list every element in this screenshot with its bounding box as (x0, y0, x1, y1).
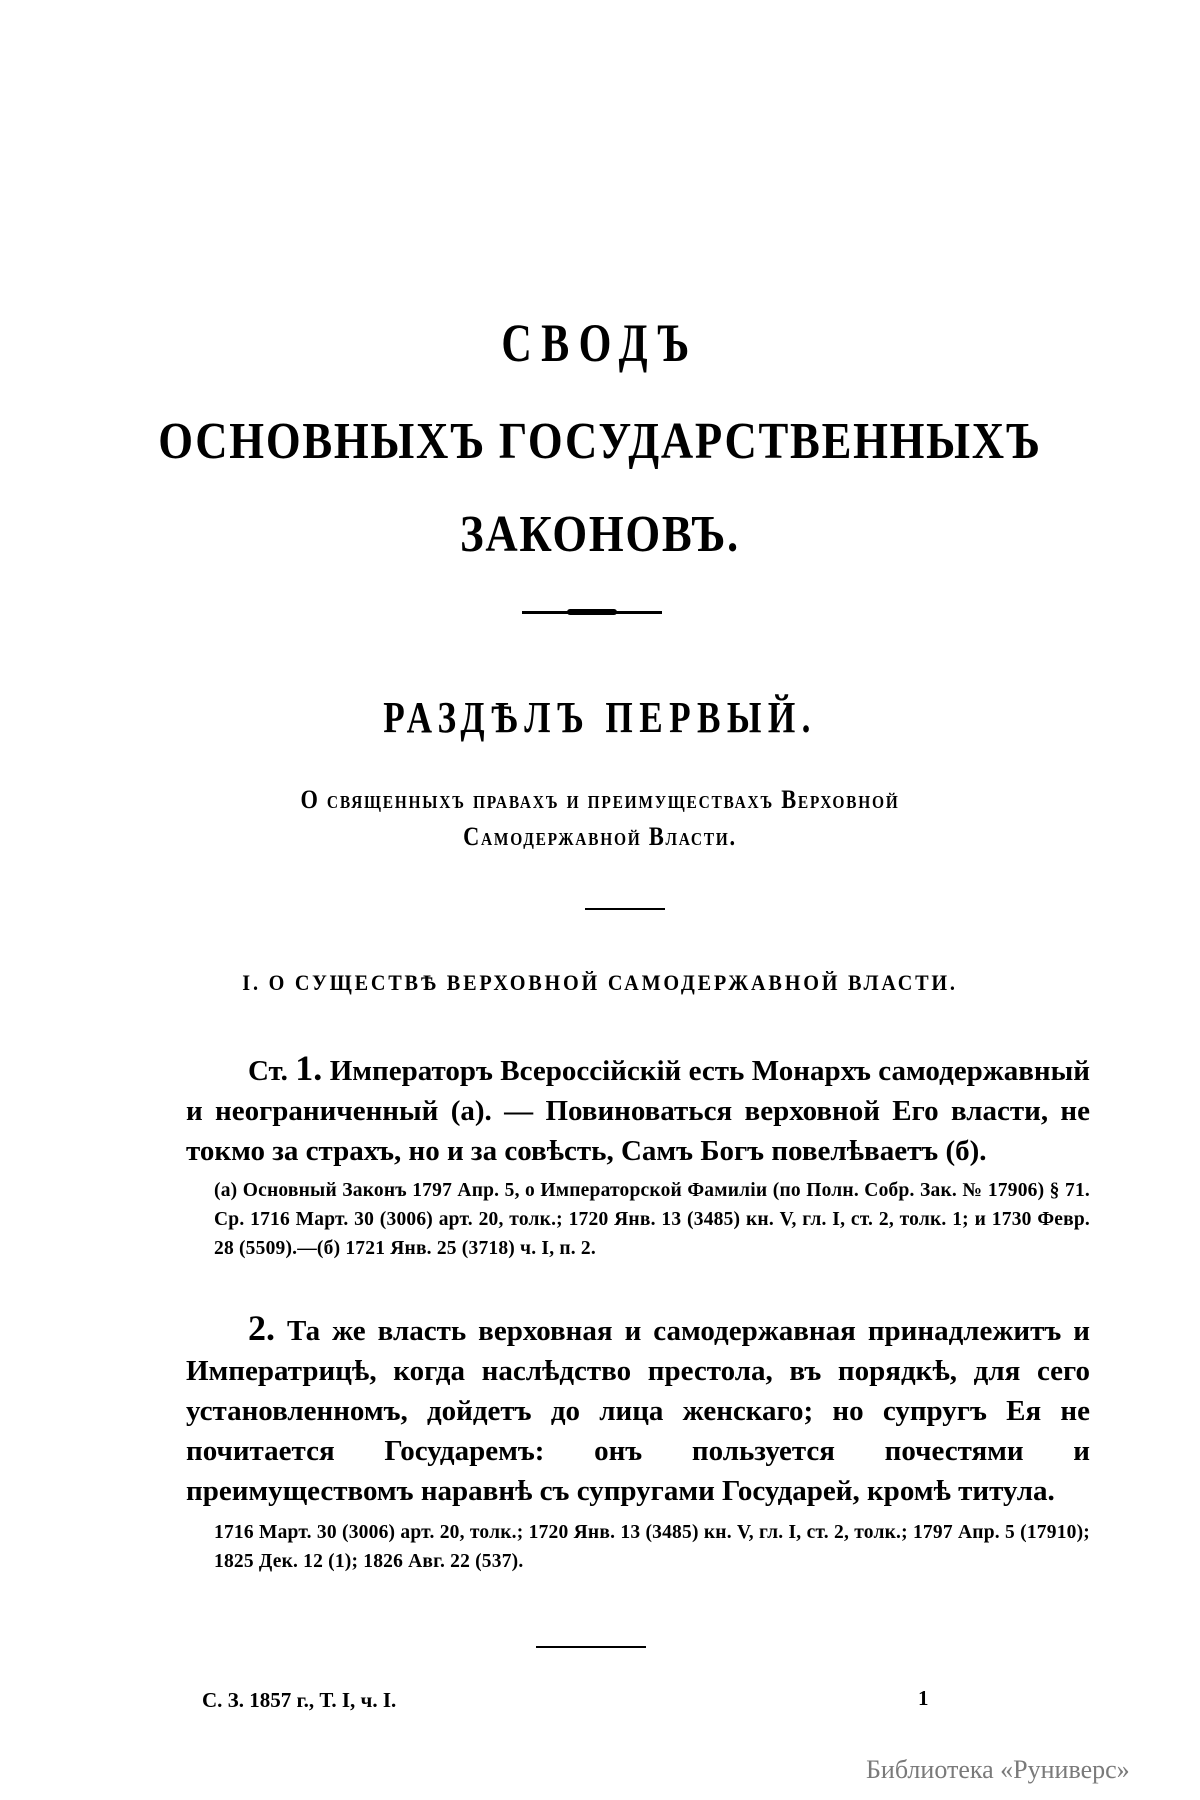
chapter-heading: I. О СУЩЕСТВѢ ВЕРХОВНОЙ САМОДЕРЖАВНОЙ ВЛАСТИ. (242, 970, 958, 995)
article-2-text: Та же власть верховная и самодержавная принадлежитъ и Императрицѣ, когда наслѣдство престола, въ порядкѣ, для сего установленномъ, дойдетъ до лица женскаго; но супругъ Ея не почитается Государемъ: онъ пользуется почестями и преимуществомъ наравнѣ съ супругами Государей, кромѣ титула. (186, 1315, 1090, 1507)
article-1-number: 1. (295, 1048, 323, 1088)
article-1 (186, 1048, 1090, 1171)
title-line-2: ОСНОВНЫХЪ ГОСУДАРСТВЕННЫХЪ (158, 413, 1042, 470)
ornamental-rule (522, 611, 662, 614)
article-1-prefix: Ст. (248, 1055, 288, 1087)
divider-rule (585, 908, 665, 910)
section-subtitle-line-2: Самодержавной Власти. (463, 822, 737, 851)
article-2 (186, 1308, 1090, 1511)
title-line-3: ЗАКОНОВЪ. (460, 506, 740, 563)
section-subtitle-line-1: О священныхъ правахъ и преимуществахъ Верховной (300, 785, 900, 814)
article-1-text: Императоръ Всероссійскій есть Монархъ самодержавный и неограниченный (а). — Повиноваться верховной Его власти, не токмо за страхъ, но и за совѣсть, Самъ Богъ повелѣваетъ (б). (186, 1055, 1090, 1167)
printer-signature: С. З. 1857 г., Т. I, ч. I. (202, 1688, 397, 1712)
article-1-footnote: (а) Основный Законъ 1797 Апр. 5, о Императорской Фамиліи (по Полн. Собр. Зак. № 17906) § 71. Ср. 1716 Март. 30 (3006) арт. 20, толк.; 1720 Янв. 13 (3485) кн. V, гл. I, ст. 2, толк. 1; и 1730 Февр. 28 (5509).—(б) 1721 Янв. 25 (3718) ч. I, п. 2. (214, 1180, 1090, 1259)
sheet-number: 1 (918, 1686, 929, 1710)
title-line-1: СВОДЪ (501, 313, 699, 373)
footer-rule (536, 1646, 646, 1648)
article-2-footnote: 1716 Март. 30 (3006) арт. 20, толк.; 1720 Янв. 13 (3485) кн. V, гл. I, ст. 2, толк.; 1797 Апр. 5 (17910); 1825 Дек. 12 (1); 1826 Авг. 22 (537). (214, 1522, 1090, 1572)
library-watermark: Библиотека «Руниверс» (866, 1755, 1130, 1784)
article-2-number: 2. (248, 1308, 275, 1348)
section-heading: РАЗДѢЛЪ ПЕРВЫЙ. (383, 693, 817, 742)
